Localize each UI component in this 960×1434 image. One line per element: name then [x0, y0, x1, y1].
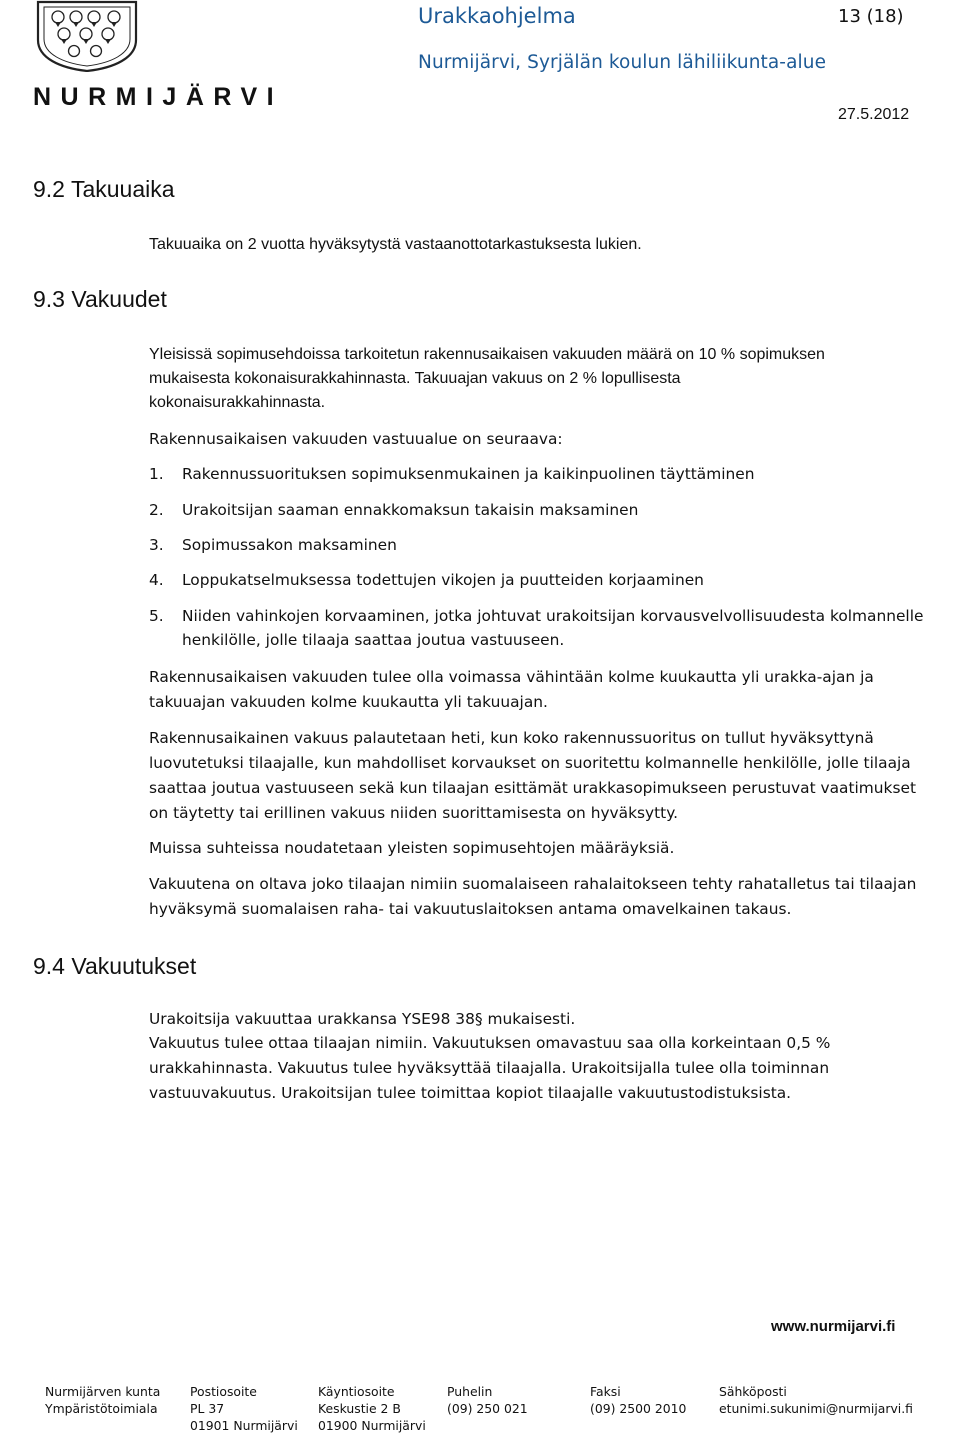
footer-text: Puhelin: [447, 1384, 493, 1399]
footer-text: Sähköposti: [719, 1384, 787, 1399]
footer-text: 01901 Nurmijärvi: [190, 1418, 298, 1433]
list-item: [149, 462, 754, 488]
list-item: [149, 568, 704, 594]
takuuaika-text: Takuuaika on 2 vuotta hyväksytystä vastaanottotarkastuksesta lukien.: [149, 236, 642, 253]
list-item-continuation: henkilölle, jolle tilaaja saattaa joutua vastuuseen.: [182, 631, 565, 649]
footer-text: Ympäristötoimiala: [45, 1401, 158, 1416]
paragraph-line: Vakuutus tulee ottaa tilaajan nimiin. Vakuutuksen omavastuu saa olla korkeintaan 0,5 %: [149, 1034, 831, 1052]
list-item: [149, 604, 923, 630]
footer-text: Postiosoite: [190, 1384, 257, 1399]
document-subtitle: Nurmijärvi, Syrjälän koulun lähiliikunta-alue: [418, 52, 827, 73]
page-number: 13 (18): [838, 6, 904, 27]
footer-text: [590, 1417, 686, 1434]
section-heading-vakuutukset: 9.4 Vakuutukset: [33, 953, 197, 979]
footer-text: Keskustie 2 B: [318, 1401, 401, 1416]
paragraph-line: Rakennusaikainen vakuus palautetaan heti, kun koko rakennussuoritus on tullut hyväksyttynä: [149, 729, 874, 747]
footer-column-fax: [590, 1383, 686, 1434]
list-item-number: 5.: [149, 607, 164, 625]
paragraph-line: on täytetty tai erillinen vakuus niiden suorittamisesta on hyväksytty.: [149, 804, 679, 822]
footer-text: PL 37: [190, 1401, 225, 1416]
vakuudet-intro-line: kokonaisurakkahinnasta.: [149, 394, 326, 411]
paragraph-line: Vakuutena on oltava joko tilaajan nimiin suomalaiseen rahalaitokseen tehty rahatalletus tai tilaajan: [149, 875, 917, 893]
footer-column-visiting-address: [318, 1383, 426, 1434]
footer-text: Faksi: [590, 1384, 621, 1399]
section-heading-takuuaika: 9.2 Takuuaika: [33, 176, 175, 202]
municipality-crest-logo: [34, 0, 140, 72]
document-title: Urakkaohjelma: [418, 4, 576, 28]
section-heading-vakuudet: 9.3 Vakuudet: [33, 286, 167, 312]
paragraph-line: Muissa suhteissa noudatetaan yleisten sopimusehtojen määräyksiä.: [149, 839, 675, 857]
footer-email[interactable]: etunimi.sukunimi@nurmijarvi.fi: [719, 1401, 913, 1416]
list-item-number: 1.: [149, 465, 164, 483]
website-link[interactable]: www.nurmijarvi.fi: [771, 1318, 896, 1335]
list-item-number: 4.: [149, 571, 164, 589]
footer-column-phone: [447, 1383, 528, 1434]
list-item-number: 3.: [149, 536, 164, 554]
footer-text: 01900 Nurmijärvi: [318, 1418, 426, 1433]
list-item-text: Niiden vahinkojen korvaaminen, jotka johtuvat urakoitsijan korvausvelvollisuudesta kolmannelle: [182, 607, 924, 625]
footer-text: [45, 1417, 160, 1434]
list-item-text: Urakoitsijan saaman ennakkomaksun takaisin maksaminen: [182, 501, 639, 519]
footer-text: (09) 250 021: [447, 1401, 528, 1416]
list-item-text: Loppukatselmuksessa todettujen vikojen ja puutteiden korjaaminen: [182, 571, 704, 589]
footer-text: [719, 1417, 913, 1434]
vakuudet-intro-line: mukaisesta kokonaisurakkahinnasta. Takuuajan vakuus on 2 % lopullisesta: [149, 370, 681, 387]
paragraph-line: Urakoitsija vakuuttaa urakkansa YSE98 38§ mukaisesti.: [149, 1010, 576, 1028]
vakuudet-intro-line: Yleisissä sopimusehdoissa tarkoitetun rakennusaikaisen vakuuden määrä on 10 % sopimuksen: [149, 346, 825, 363]
vakuus-scope-label: Rakennusaikaisen vakuuden vastuualue on seuraava:: [149, 430, 563, 448]
document-date: 27.5.2012: [838, 106, 910, 123]
footer-column-email: [719, 1383, 913, 1434]
paragraph-line: Rakennusaikaisen vakuuden tulee olla voimassa vähintään kolme kuukautta yli urakka-ajan ja: [149, 668, 874, 686]
list-item-number: 2.: [149, 501, 164, 519]
footer-text: (09) 2500 2010: [590, 1401, 687, 1416]
list-item: [149, 533, 397, 559]
footer-column-postal-address: [190, 1383, 298, 1434]
paragraph-line: luovutetuksi tilaajalle, kun mahdolliset korvaukset on suoritettu kolmannelle henkilölle, jolle tilaaja: [149, 754, 911, 772]
paragraph-line: urakkahinnasta. Vakuutus tulee hyväksyttää tilaajalla. Urakoitsijalla tulee olla toiminnan: [149, 1059, 830, 1077]
municipality-wordmark: NURMIJÄRVI: [33, 83, 284, 111]
paragraph-line: takuuajan vakuuden kolme kuukautta yli takuuajan.: [149, 693, 548, 711]
footer-column-organization: [45, 1383, 160, 1434]
footer-text: Käyntiosoite: [318, 1384, 395, 1399]
footer-text: Nurmijärven kunta: [45, 1384, 161, 1399]
list-item-text: Rakennussuorituksen sopimuksenmukainen ja kaikinpuolinen täyttäminen: [182, 465, 755, 483]
list-item-text: Sopimussakon maksaminen: [182, 536, 397, 554]
paragraph-line: saattaa joutua vastuuseen sekä kun tilaajan esittämät urakkasopimukseen perustuvat vaatimukset: [149, 779, 916, 797]
paragraph-line: hyväksymä suomalaisen raha- tai vakuutuslaitoksen antama omavelkainen takaus.: [149, 900, 792, 918]
list-item: [149, 498, 638, 524]
footer-text: [447, 1417, 528, 1434]
paragraph-line: vastuuvakuutus. Urakoitsijan tulee toimittaa kopiot tilaajalle vakuutustodistuksista.: [149, 1084, 792, 1102]
